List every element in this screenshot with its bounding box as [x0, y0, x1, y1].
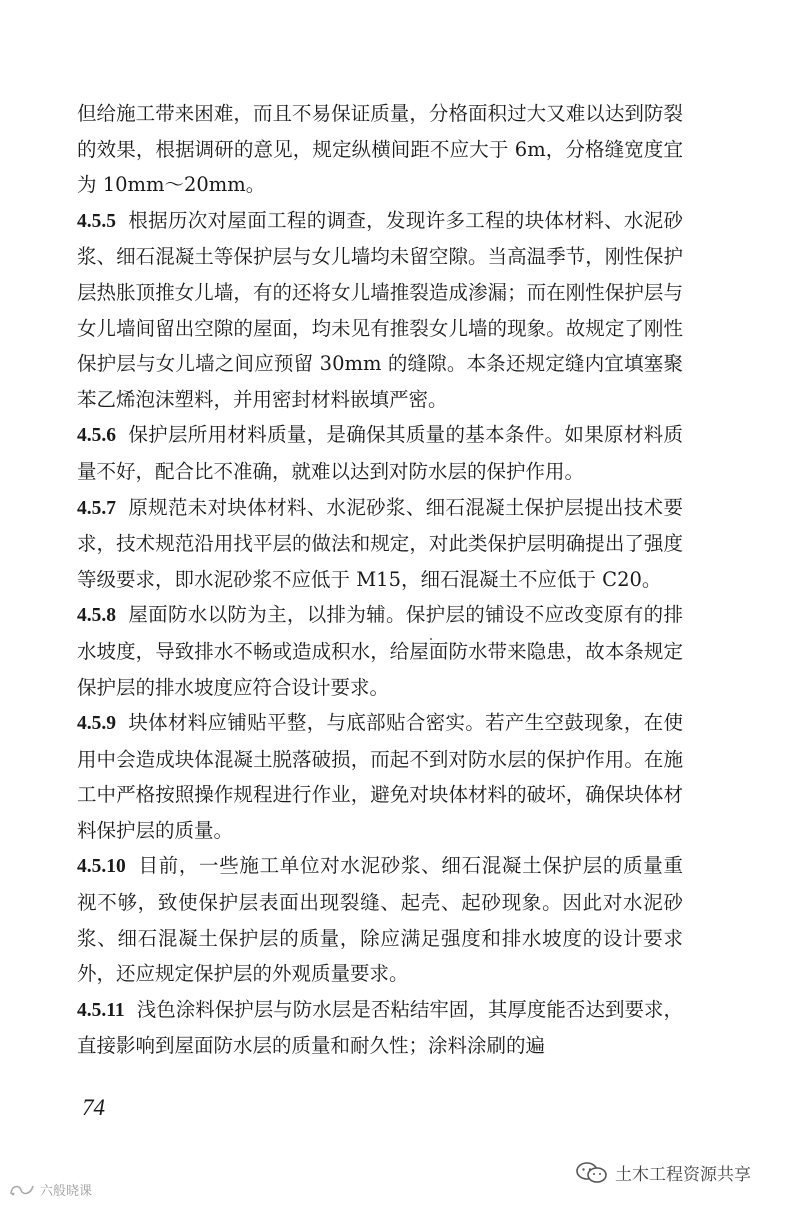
clause-4-5-11 [77, 992, 683, 1064]
clause-text: 原规范未对块体材料、水泥砂浆、细石混凝土保护层提出技术要求，技术规范沿用找平层的做法和规定，对此类保护层明确提出了强度等级要求，即水泥砂浆不应低于 M15，细石混凝土不应低于 C20。 [77, 495, 683, 591]
clause-number: 4.5.7 [77, 497, 116, 519]
page-number: 74 [82, 1095, 105, 1120]
document-body [77, 96, 683, 1064]
clause-4-5-5 [77, 203, 683, 418]
clause-number: 4.5.6 [77, 425, 116, 447]
wechat-icon [575, 1161, 609, 1185]
clause-text: 根据历次对屋面工程的调查，发现许多工程的块体材料、水泥砂浆、细石混凝土等保护层与女儿墙均未留空隙。当高温季节，刚性保护层热胀顶推女儿墙，有的还将女儿墙推裂造成渗漏；而在刚性保护层与女儿墙间留出空隙的屋面，均未见有推裂女儿墙的现象。故规定了刚性保护层与女儿墙之间应预留 30mm 的缝隙。本条还规定缝内宜填塞聚苯乙烯泡沫塑料，并用密封材料嵌填严密。 [77, 208, 683, 411]
scan-speck [430, 638, 432, 640]
clause-number: 4.5.5 [77, 210, 116, 232]
clause-4-5-8 [77, 597, 683, 705]
clause-4-5-6 [77, 417, 683, 489]
corner-watermark [8, 1180, 92, 1199]
clause-text: 浅色涂料保护层与防水层是否粘结牢固，其厚度能否达到要求，直接影响到屋面防水层的质量和耐久性；涂料涂刷的遍 [77, 997, 683, 1058]
clause-text: 目前，一些施工单位对水泥砂浆、细石混凝土保护层的质量重视不够，致使保护层表面出现裂缝、起壳、起砂现象。因此对水泥砂浆、细石混凝土保护层的质量，除应满足强度和排水坡度的设计要求外，还应规定保护层的外观质量要求。 [77, 854, 683, 986]
clause-number: 4.5.8 [77, 605, 116, 627]
clause-text: 屋面防水以防为主，以排为辅。保护层的铺设不应改变原有的排水坡度，导致排水不畅或造成积水，给屋面防水带来隐患，故本条规定保护层的排水坡度应符合设计要求。 [77, 603, 683, 699]
clause-text: 保护层所用材料质量，是确保其质量的基本条件。如果原材料质量不好，配合比不准确，就难以达到对防水层的保护作用。 [77, 423, 683, 483]
watermark-label: 六般晓课 [40, 1184, 93, 1199]
watermark-logo-icon [8, 1182, 36, 1198]
wechat-account-label: 土木工程资源共享 [615, 1165, 751, 1185]
clause-number: 4.5.9 [77, 713, 116, 735]
clause-number: 4.5.11 [77, 999, 125, 1021]
clause-number: 4.5.10 [77, 856, 126, 878]
clause-4-5-7 [77, 490, 683, 598]
continuation-paragraph: 但给施工带来困难，而且不易保证质量，分格面积过大又难以达到防裂的效果，根据调研的意见，规定纵横间距不应大于 6m，分格缝宽度宜为 10mm～20mm。 [77, 102, 683, 197]
wechat-source-badge [575, 1160, 751, 1185]
clause-4-5-10 [77, 848, 683, 991]
clause-text: 块体材料应铺贴平整，与底部贴合密实。若产生空鼓现象，在使用中会造成块体混凝土脱落破损，而起不到对防水层的保护作用。在施工中严格按照操作规程进行作业，避免对块体材料的破坏，确保块体材料保护层的质量。 [77, 711, 683, 842]
clause-4-5-9 [77, 705, 683, 848]
